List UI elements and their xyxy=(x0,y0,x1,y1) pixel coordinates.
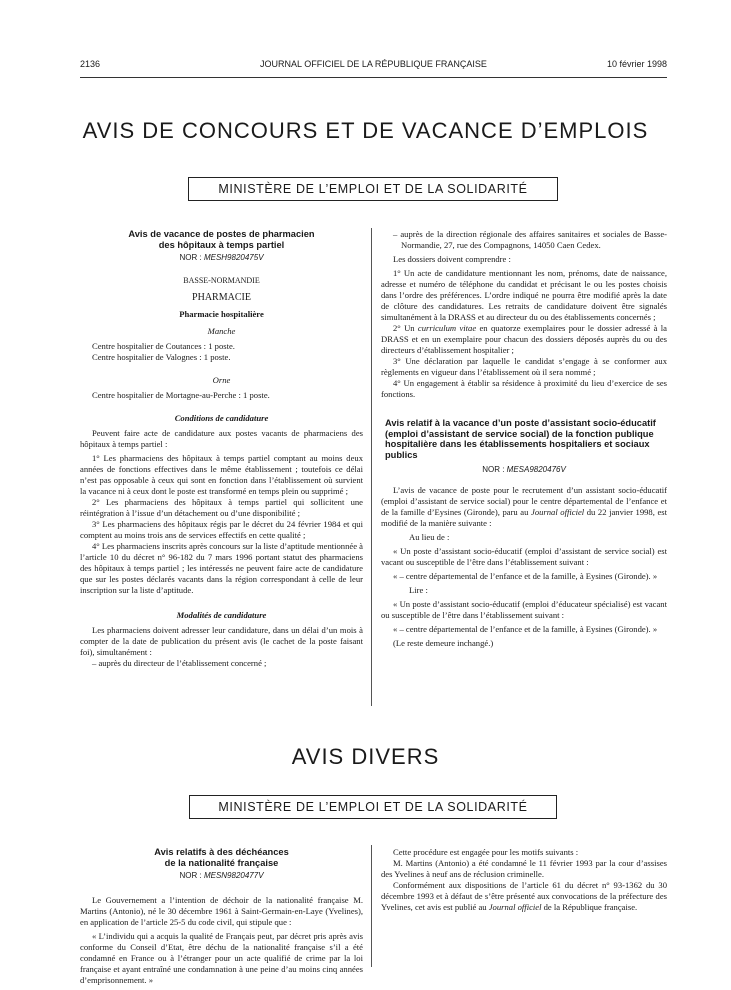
avis3-quote: « L’individu qui a acquis la qualité de Français peut, par décret pris après avis conforme du Conseil d’Etat, être déchu de la nationalité française s’il a été condamné en France ou à l’étranger pour un acte qualifié de crime par la loi française et ayant entraîné une condamnation à une peine d’au moins cinq années d’emprisonnement. » xyxy=(80,931,363,985)
avis2-intro-b: du 22 janvier 1998, est modifié de la manière suivante : xyxy=(381,507,668,528)
avis2-title: Avis relatif à la vacance d’un poste d’assistant socio-éducatif (emploi d’assistant de service social) de la fonction publique hospitalière dans les établissements hospitaliers et sociaux publics xyxy=(385,418,656,460)
avis3-para1: Le Gouvernement a l’intention de déchoir de la nationalité française M. Martins (Antonio), né le 30 décembre 1961 à Saint-Germain-en-Laye (Yvelines), en application de l’article 25-5 du code civil, qui stipule que : xyxy=(80,895,363,927)
avis3-motifs: Cette procédure est engagée pour les motifs suivants : xyxy=(393,847,579,857)
section-title-divers: AVIS DIVERS xyxy=(291,744,440,769)
avis2-closing: (Le reste demeure inchangé.) xyxy=(393,638,494,648)
section-title-concours: AVIS DE CONCOURS ET DE VACANCE D’EMPLOIS xyxy=(82,118,649,143)
post-valognes: Centre hospitalier de Valognes : 1 poste. xyxy=(92,352,231,362)
right-column-upper xyxy=(381,229,667,649)
nor-label: NOR : xyxy=(482,465,505,474)
nor-code: MESN9820477V xyxy=(203,871,264,880)
avis3-nor xyxy=(80,870,363,881)
dossier-4: 4° Un engagement à établir sa résidence à proximité du lieu d’exercice de ses fonctions. xyxy=(381,378,667,399)
avis3-title-line1: Avis relatifs à des déchéances xyxy=(154,847,289,857)
dossier-2 xyxy=(381,323,667,356)
post-mortagne: Centre hospitalier de Mortagne-au-Perche : 1 poste. xyxy=(92,390,270,400)
avis2-intro xyxy=(381,485,667,529)
condition-4: 4° Les pharmaciens inscrits après concours sur la liste d’aptitude mentionnée à l’article 10 du décret n° 96-182 du 7 mars 1996 portant statut des pharmaciens des hôpitaux à temps partiel ; les intéressés ne peuvent faire acte de candidature que sur les postes déclarés vacants dans la région correspondant à celle de leur inscription sur la liste d’aptitude. xyxy=(80,541,363,595)
old-text-1: « Un poste d’assistant socio-éducatif (emploi d’assistant de service social) est vacant ou susceptible de l’être dans l’établissement suivant : xyxy=(381,546,667,567)
ministry-box-2: MINISTÈRE DE L’EMPLOI ET DE LA SOLIDARITÉ xyxy=(189,795,557,819)
lire: Lire : xyxy=(409,585,428,595)
avis2-nor xyxy=(381,464,667,475)
dept-manche: Manche xyxy=(207,326,236,336)
conformement-a: Conformément aux dispositions de l’article 61 du décret n° 93-1362 du 30 décembre 1993 et à défaut de s’être présenté aux convocations de la préfecture des Yvelines, cet avis est publié au xyxy=(381,880,667,912)
discipline-heading: PHARMACIE xyxy=(192,292,251,303)
running-header xyxy=(80,59,667,73)
left-column-upper xyxy=(80,229,363,669)
right-column-lower xyxy=(381,844,667,913)
dept-orne: Orne xyxy=(212,375,231,385)
avis1-title-line2: des hôpitaux à temps partiel xyxy=(158,239,285,250)
modalites-title: Modalités de candidature xyxy=(176,610,267,620)
condition-2: 2° Les pharmaciens des hôpitaux à temps partiel qui sollicitent une réintégration à l’issue d’un détachement ou d’une disponibilité ; xyxy=(80,497,363,518)
dossier-2-prefix: 2° Un xyxy=(393,323,418,333)
old-text-2: « – centre départemental de l’enfance et de la famille, à Eysines (Gironde). » xyxy=(393,571,658,581)
region-heading: BASSE-NORMANDIE xyxy=(183,276,260,285)
page-number: 2136 xyxy=(80,59,101,69)
nor-label: NOR : xyxy=(179,871,202,880)
dossiers-intro: Les dossiers doivent comprendre : xyxy=(393,254,511,264)
dossier-2-rest: en quatorze exemplaires pour le dossier adressé à la DRASS et en un exemplaire pour chacun des dossiers déposés auprès du ou des directeurs d’établissement hospitalier ; xyxy=(381,323,667,355)
conditions-title: Conditions de candidature xyxy=(174,413,269,423)
avis1-title-line1: Avis de vacance de postes de pharmacien xyxy=(128,229,315,239)
nor-label: NOR : xyxy=(179,253,202,262)
issue-date: 10 février 1998 xyxy=(606,59,667,69)
conformement-b: de la République française. xyxy=(541,902,638,912)
conformement-jo: Journal officiel xyxy=(488,902,542,912)
conditions-intro: Peuvent faire acte de candidature aux postes vacants de pharmaciens des hôpitaux à temps partiel : xyxy=(80,428,363,449)
avis3-condamnation: M. Martins (Antonio) a été condamné le 11 février 1993 par la cour d’assises des Yvelines à neuf ans de réclusion criminelle. xyxy=(381,858,667,879)
modalites-intro: Les pharmaciens doivent adresser leur candidature, dans un délai d’un mois à compter de la date de publication du présent avis (le cachet de la poste faisant foi), simultanément : xyxy=(80,625,363,657)
modalites-dash-1: – auprès du directeur de l’établissement concerné ; xyxy=(92,658,267,668)
journal-title: JOURNAL OFFICIEL DE LA RÉPUBLIQUE FRANÇAISE xyxy=(260,59,487,69)
avis3-title-line2: de la nationalité française xyxy=(164,857,279,868)
new-text-2: « – centre départemental de l’enfance et de la famille, à Eysines (Gironde). » xyxy=(393,624,658,634)
dossier-2-cv: curriculum vitae xyxy=(417,323,477,333)
specialty-heading: Pharmacie hospitalière xyxy=(179,309,264,319)
condition-1: 1° Les pharmaciens des hôpitaux à temps partiel comptant au moins deux années de fonctions effectives dans le même établissement ; toutefois ce délai n’est pas opposable à ceux qui sont en fonction dans l’établissement où survient la vacance ni à ceux dont le poste est transformé en temps plein ou supprimé ; xyxy=(80,453,363,496)
new-text-1: « Un poste d’assistant socio-éducatif (emploi d’éducateur spécialisé) est vacant ou susceptible de l’être dans l’établissement suivant : xyxy=(381,599,667,620)
avis3-conformement xyxy=(381,880,667,913)
avis2-intro-a: L’avis de vacance de poste pour le recrutement d’un assistant socio-éducatif (emploi d’assistant de service social) pour le centre départemental de l’enfance et de la famille d’Eysines (Gironde), paru au xyxy=(381,485,667,517)
left-column-lower xyxy=(80,847,363,986)
dossier-3: 3° Une déclaration par laquelle le candidat s’engage à se conformer aux règlements en vigueur dans l’établissement où il sera nommé ; xyxy=(381,356,667,377)
ministry-box-1: MINISTÈRE DE L’EMPLOI ET DE LA SOLIDARITÉ xyxy=(188,177,558,201)
nor-code: MESA9820476V xyxy=(506,465,566,474)
avis2-intro-jo: Journal officiel xyxy=(531,507,585,517)
avis1-nor xyxy=(80,252,363,263)
column-divider-lower xyxy=(371,845,372,967)
post-coutances: Centre hospitalier de Coutances : 1 poste. xyxy=(92,341,235,351)
column-divider-upper xyxy=(371,228,372,706)
au-lieu-de: Au lieu de : xyxy=(409,532,450,542)
modalites-dash-2: – auprès de la direction régionale des affaires sanitaires et sociales de Basse-Normandie, 27, rue des Compagnons, 14050 Caen Cedex. xyxy=(393,229,667,250)
header-rule xyxy=(80,77,667,78)
nor-code: MESH9820475V xyxy=(203,253,264,262)
dossier-1: 1° Un acte de candidature mentionnant les nom, prénoms, date de naissance, adresse et numéro de téléphone du candidat et précisant le ou les postes choisis dans l’ordre des préférences. L’ordre indiqué ne pourra être modifié après la date de clôture des candidatures. Les retraits de candidature doivent être signalés simultanément à la DRASS et au directeur du ou des établissements concernés ; xyxy=(381,268,667,322)
condition-3: 3° Les pharmaciens des hôpitaux régis par le décret du 24 février 1984 et qui comptent au moins trois ans de services effectifs en cette qualité ; xyxy=(80,519,363,540)
